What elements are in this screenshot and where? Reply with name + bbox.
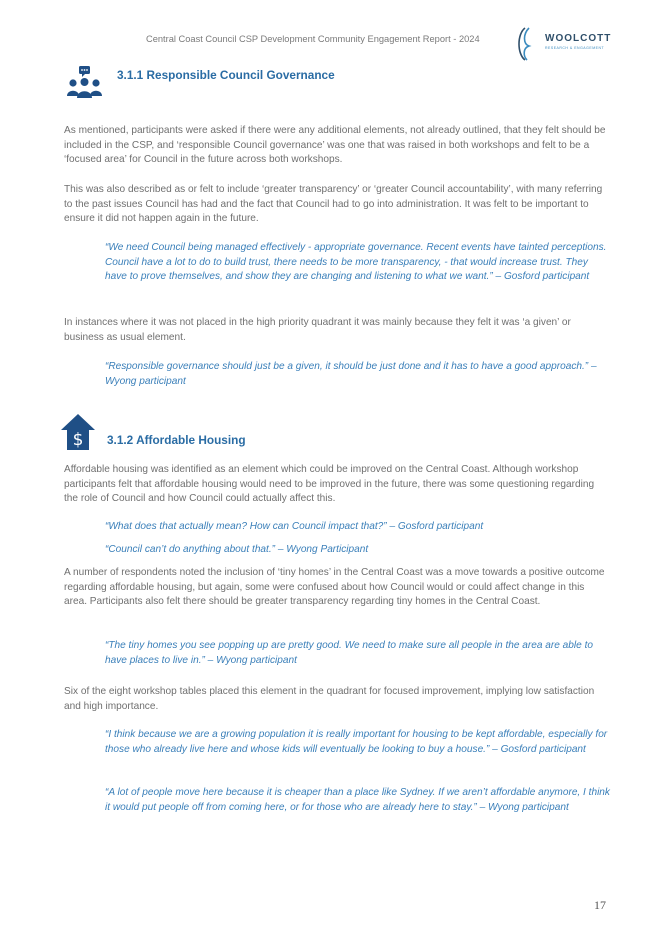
quote: “What does that actually mean? How can Council impact that?” – Gosford participant (105, 521, 484, 532)
logo-text: WOOLCOTT (545, 33, 612, 44)
header-title: Central Coast Council CSP Development Community Engagement Report - 2024 (146, 34, 480, 44)
house-dollar-icon (60, 413, 96, 451)
section-heading-governance: 3.1.1 Responsible Council Governance (117, 68, 335, 82)
quote: “The tiny homes you see popping up are pretty good. We need to make sure all people in the area are able to have places to live in.” – Wyong participant (105, 640, 593, 666)
paragraph: A number of respondents noted the inclusion of ‘tiny homes’ in the Central Coast was a move towards a positive outcome regarding affordable housing, but again, some were confused about how Council would or could affect change in this area. Participants also felt there should be greater transparency regarding tiny homes in the Central Coast. (64, 567, 605, 608)
quote: “Council can’t do anything about that.” – Wyong Participant (105, 544, 369, 555)
quote: “A lot of people move here because it is cheaper than a place like Sydney. If we aren’t affordable anymore, I think it would put people off from coming here, or for those who are already here to stay.” – Wyong participant (105, 787, 610, 813)
section-heading-housing: 3.1.2 Affordable Housing (107, 433, 246, 447)
woolcott-logo-icon (515, 24, 615, 64)
quote: “I think because we are a growing population it is really important for housing to be kept affordable, especially for those who already live here and whose kids will eventually be looking to buy a house.” – Gosford participant (105, 729, 608, 755)
paragraph: In instances where it was not placed in the high priority quadrant it was mainly because they felt it was ‘a given’ or business as usual element. (64, 317, 571, 343)
page-number: 17 (594, 898, 606, 912)
svg-text:$: $ (72, 430, 84, 450)
quote: “Responsible governance should just be a given, it should be just done and it has to have a good approach.” – Wyong participant (105, 361, 597, 387)
quote: “We need Council being managed effectively - appropriate governance. Recent events have tainted perceptions. Council have a lot to do to build trust, there needs to be more transparency, - that would increase trust. They have to prove themselves, and show they are changing and listening to what we want.” – Gosford participant (105, 242, 607, 283)
page-header (0, 0, 669, 70)
paragraph: This was also described as or felt to include ‘greater transparency’ or ‘greater Council accountability’, with many referring to the past issues Council has had and the fact that Council had to go into administration. It was felt to be important to ensure it did not happen again in the future. (64, 184, 603, 225)
paragraph: Six of the eight workshop tables placed this element in the quadrant for focused improvement, implying low satisfaction and high importance. (64, 686, 595, 712)
logo-subtitle: RESEARCH & ENGAGEMENT (545, 46, 605, 50)
paragraph: Affordable housing was identified as an element which could be improved on the Central Coast. Although workshop participants felt that affordable housing would need to be improved in the future, there was some questioning regarding the role of Council and how Council could actually affect this. (64, 464, 595, 505)
people-chat-icon (66, 66, 102, 102)
paragraph: As mentioned, participants were asked if there were any additional elements, not already outlined, that they felt should be included in the CSP, and ‘responsible Council governance’ was one that was raised in both workshops and felt to be a ‘focused area’ for Council in the future across both workshops. (64, 125, 606, 166)
